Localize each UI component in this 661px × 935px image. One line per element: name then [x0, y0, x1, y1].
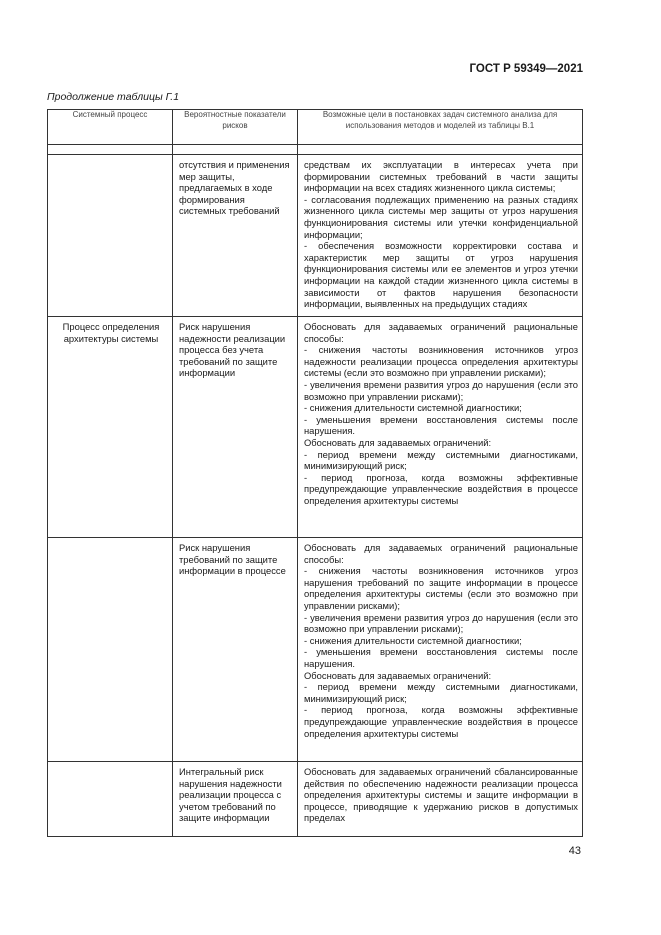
table-row: [48, 538, 583, 762]
document-code: ГОСТ Р 59349—2021: [469, 63, 583, 75]
risk-indicator-cell: Риск нарушения требований по защите информации в процессе: [173, 538, 298, 762]
goal-text: - период прогноза, когда возможны эффективные предупреждающие управленческие воздействия в процессе определения архитектуры системы: [304, 704, 578, 739]
table-row: [48, 317, 583, 538]
goal-text: - увеличения времени развития угроз до нарушения (если это возможно при управлении рисками);: [304, 378, 578, 402]
risk-indicator-cell: Интегральный риск нарушения надежности реализации процесса с учетом требований по защите информации: [173, 762, 298, 837]
goal-text: - увеличения времени развития угроз до нарушения (если это возможно при управлении рисками);: [304, 611, 578, 635]
process-cell: [48, 155, 173, 317]
process-cell: [48, 538, 173, 762]
table-row: [48, 762, 583, 837]
goal-text: - снижения длительности системной диагностики;: [304, 634, 522, 646]
column-header-process: Системный процесс: [48, 110, 173, 145]
process-cell: Процесс определения архитектуры системы: [48, 317, 173, 538]
goal-text: Обосновать для задаваемых ограничений рациональные способы:: [304, 542, 578, 565]
goal-text: - уменьшения времени восстановления системы после нарушения.: [304, 646, 578, 669]
goals-cell: [298, 762, 583, 837]
table-spacer-row: [48, 145, 583, 155]
risk-indicator-cell: Риск нарушения надежности реализации процесса без учета требований по защите информации: [173, 317, 298, 538]
goal-text: - период прогноза, когда возможны эффективные предупреждающие управленческие воздействия в процессе определения архитектуры системы: [304, 471, 578, 506]
goals-cell: [298, 538, 583, 762]
column-header-risk-indicators: Вероятностные показатели рисков: [173, 110, 298, 145]
process-cell: [48, 762, 173, 837]
goal-text: Обосновать для задаваемых ограничений рациональные способы:: [304, 321, 578, 344]
goal-text: - период времени между системными диагностиками, минимизирующий риск;: [304, 448, 578, 472]
page-number: 43: [568, 845, 581, 857]
table-row: [48, 155, 583, 317]
goal-text: - снижения частоты возникновения источников угроз нарушения требований по защите информации в процессе определения архитектуры системы (если это возможно при управлении рисками);: [304, 565, 578, 611]
goal-text: - период времени между системными диагностиками, минимизирующий риск;: [304, 681, 578, 704]
risk-indicator-cell: отсутствия и применения мер защиты, предлагаемых в ходе формирования системных требований: [173, 155, 298, 317]
goal-text: - уменьшения времени восстановления системы после нарушения.: [304, 413, 578, 437]
table-header-row: [48, 110, 583, 145]
goal-text: Обосновать для задаваемых ограничений сбалансированные действия по обеспечению надежности реализации процесса определения архитектуры системы и защите информации в процессе, приводящие к удержанию рисков в допустимых пределах: [304, 766, 578, 824]
goals-cell: [298, 155, 583, 317]
requirements-table: [47, 109, 583, 837]
goal-text: Обосновать для задаваемых ограничений:: [304, 669, 492, 681]
table-continuation-caption: Продолжение таблицы Г.1: [47, 91, 180, 103]
goal-text: - согласования подлежащих применению на разных стадиях жизненного цикла системы мер защиты от угроз нарушения функционирования системы или утечки конфиденциальной информации;: [304, 193, 578, 240]
goal-text: средствам их эксплуатации в интересах учета при формировании системных требований в части защиты информации на всех стадиях жизненного цикла системы;: [304, 159, 578, 194]
goal-text: - снижения длительности системной диагностики;: [304, 402, 522, 414]
goal-text: Обосновать для задаваемых ограничений:: [304, 436, 492, 448]
goal-text: - обеспечения возможности корректировки состава и характеристик мер защиты от угроз нарушения функционирования системы или ее элементов и угроз утечки информации на каждой стадии жизненного цикла системы в зависимости от фактов нарушения безопасности информации, выявленных на предыдущих стадиях: [304, 240, 578, 310]
goals-cell: [298, 317, 583, 538]
goal-text: - снижения частоты возникновения источников угроз надежности реализации процесса определения архитектуры системы (если это возможно при управлении рисками);: [304, 344, 578, 379]
column-header-goals: Возможные цели в постановках задач системного анализа для использования методов и моделей из таблицы В.1: [298, 110, 583, 145]
